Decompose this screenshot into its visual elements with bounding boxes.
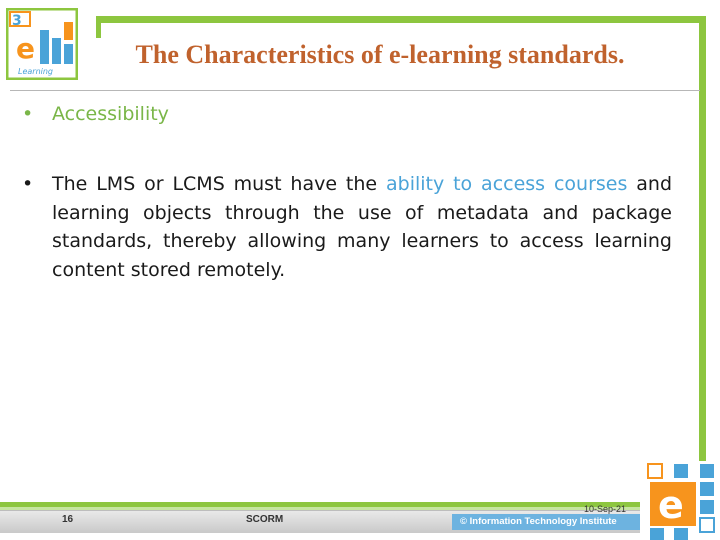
frame-left [96, 16, 101, 38]
bullet-text [52, 170, 672, 284]
bullet-text-part: and learning objects through the use of metadata and package standards, thereby allowing many learners to access learning content stored remotely. [52, 173, 672, 281]
footer-label: SCORM [246, 514, 284, 525]
footer-date: 10-Sep-21 [584, 504, 627, 514]
svg-text:e: e [16, 32, 35, 65]
highlight-text: ability to access courses [385, 173, 628, 195]
frame-top [96, 16, 706, 23]
frame-right [699, 16, 706, 461]
footer-copyright: © Information Technology Institute [460, 516, 617, 527]
svg-text:3: 3 [12, 13, 22, 29]
e-logo-icon [644, 462, 720, 540]
page-number: 16 [62, 514, 74, 525]
slide-title: The Characteristics of e-learning standards. [135, 40, 625, 69]
bullet-dot-icon: • [22, 173, 34, 195]
bullet-dot-icon: • [22, 103, 34, 125]
title-divider [10, 90, 700, 91]
elearning-logo-icon [6, 8, 78, 80]
logo-text: Learning [18, 67, 54, 76]
bullet-text-part: The LMS or LCMS must have the [52, 173, 386, 195]
bullet-text: Accessibility [52, 103, 169, 125]
bullet-lms-description [22, 170, 672, 284]
svg-text:e: e [658, 483, 684, 527]
